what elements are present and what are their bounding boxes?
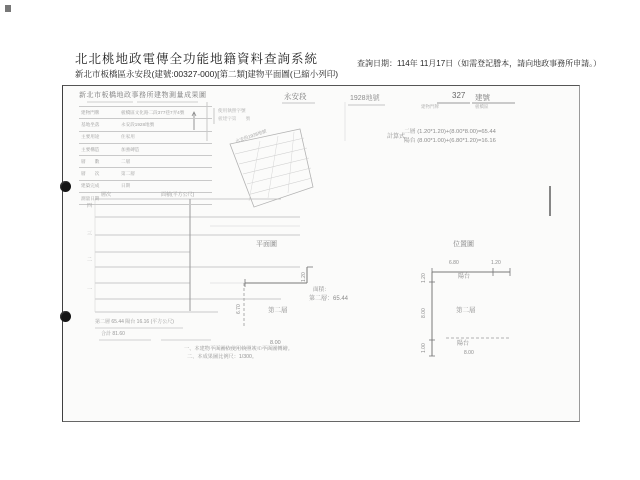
- row-label: 層 數: [81, 158, 100, 164]
- location-plan-title: 位置圖: [453, 241, 474, 248]
- section-name: 永安段: [284, 92, 307, 101]
- row-label: 測量日期: [81, 195, 100, 201]
- floor-plan-title: 平面圖: [256, 241, 277, 248]
- row-value: 板橋區文化路二段377巷7弄4號: [121, 109, 185, 115]
- location-plan-dim-side-top: 1.20: [421, 273, 427, 283]
- row-value: 永安段1928地號: [121, 121, 155, 127]
- parcel-number: 1928地號: [350, 95, 380, 102]
- floor-plan-dim-left: 6.70: [236, 304, 242, 314]
- row-label: 主要用途: [81, 134, 100, 140]
- location-plan-dim-side-bottom: 1.00: [421, 343, 427, 353]
- scanned-floorplan-document: [62, 85, 580, 422]
- location-plan-dim-bottom: 8.00: [464, 350, 474, 356]
- table-row: [79, 132, 212, 144]
- location-plan-balcony-top: 陽台: [458, 274, 471, 280]
- formula-label: 計算式: [387, 134, 406, 140]
- row-label: 基地坐落: [81, 121, 100, 127]
- note-line-2: 二、本成果圖比例尺：1/300。: [187, 354, 258, 360]
- grid-header-left: 層次: [101, 192, 112, 198]
- punch-hole-top: [60, 181, 71, 192]
- query-date: 查詢日期：114年 11月17日（如需登記謄本，請向地政事務所申請。）: [357, 59, 602, 68]
- page-title: 北北桃地政電傳全功能地籍資料查詢系統: [75, 52, 319, 66]
- row-label: 建物門牌: [81, 109, 100, 115]
- building-number: 327: [452, 91, 466, 100]
- table-row: [79, 107, 212, 119]
- sketch-parcel-label: 永安段1928地號: [234, 128, 268, 144]
- table-row: [79, 119, 212, 131]
- row-value: 日期: [121, 183, 131, 189]
- row-label: 主要構造: [81, 146, 100, 152]
- grid-row-label: 一: [87, 287, 93, 293]
- grid-row-label: 二: [87, 257, 93, 263]
- row-value: 加強磚造: [121, 146, 140, 152]
- building-number-label: 建號: [475, 93, 490, 102]
- table-row: [79, 156, 212, 168]
- formula-line-1: 二層 (1.20*1.20)+(8.00*8.00)=65.44: [404, 129, 496, 135]
- permit-line: 使用執照字號: [218, 108, 246, 113]
- floor-plan-floor-label: 第二層: [268, 307, 288, 314]
- floor-plan-area-value: 第二層：65.44: [309, 296, 349, 302]
- row-value: 二層: [121, 158, 131, 164]
- doc-title: 新北市板橋地政事務所建物測量成果圖: [79, 92, 207, 99]
- document-info-line: 新北市板橋區永安段(建號:00327-000)[第二類]建物平面圖(已縮小列印): [75, 69, 339, 79]
- grid-row-label: 三: [87, 231, 93, 237]
- grid-bottom-line: 合計 81.60: [101, 331, 125, 337]
- location-plan-dim-top-left: 6.80: [449, 260, 459, 266]
- floor-plan-area-label: 面積：: [313, 287, 330, 293]
- location-plan-dim-side-mid: 8.00: [421, 308, 427, 318]
- row-label: 層 次: [81, 171, 100, 177]
- sub-fragment-right: 板橋區: [475, 104, 489, 109]
- row-value: 住家用: [121, 134, 135, 140]
- row-value: 第二層: [121, 171, 135, 177]
- scan-corner-artifact: [5, 5, 11, 12]
- location-plan-dim-top-right: 1.20: [491, 260, 501, 266]
- table-row: [79, 168, 212, 180]
- grid-row-label: 四: [87, 203, 93, 209]
- sub-fragment-left: 建物門牌: [421, 104, 439, 109]
- floor-plan-dim-right: 1.20: [301, 272, 307, 282]
- location-plan-floor-label: 第二層: [456, 307, 476, 314]
- row-label: 建築完成: [81, 183, 100, 189]
- floor-plan-dim-bottom: 8.00: [270, 340, 281, 346]
- permit-line: 板建字第 號: [218, 116, 251, 121]
- punch-hole-bottom: [60, 311, 71, 322]
- grid-header-right: 面積(平方公尺): [161, 192, 195, 198]
- table-row: [79, 144, 212, 156]
- location-plan-balcony-bottom: 陽台: [457, 341, 470, 347]
- note-line-1: 一、本建物平面圖依使用執照竣工平面圖轉繪。: [184, 346, 293, 352]
- building-info-table: [79, 106, 212, 205]
- grid-bottom-line: 第二層 65.44 陽台 16.16 (平方公尺): [95, 319, 174, 325]
- formula-line-2: 陽台 (8.00*1.00)+(6.80*1.20)=16.16: [404, 138, 496, 144]
